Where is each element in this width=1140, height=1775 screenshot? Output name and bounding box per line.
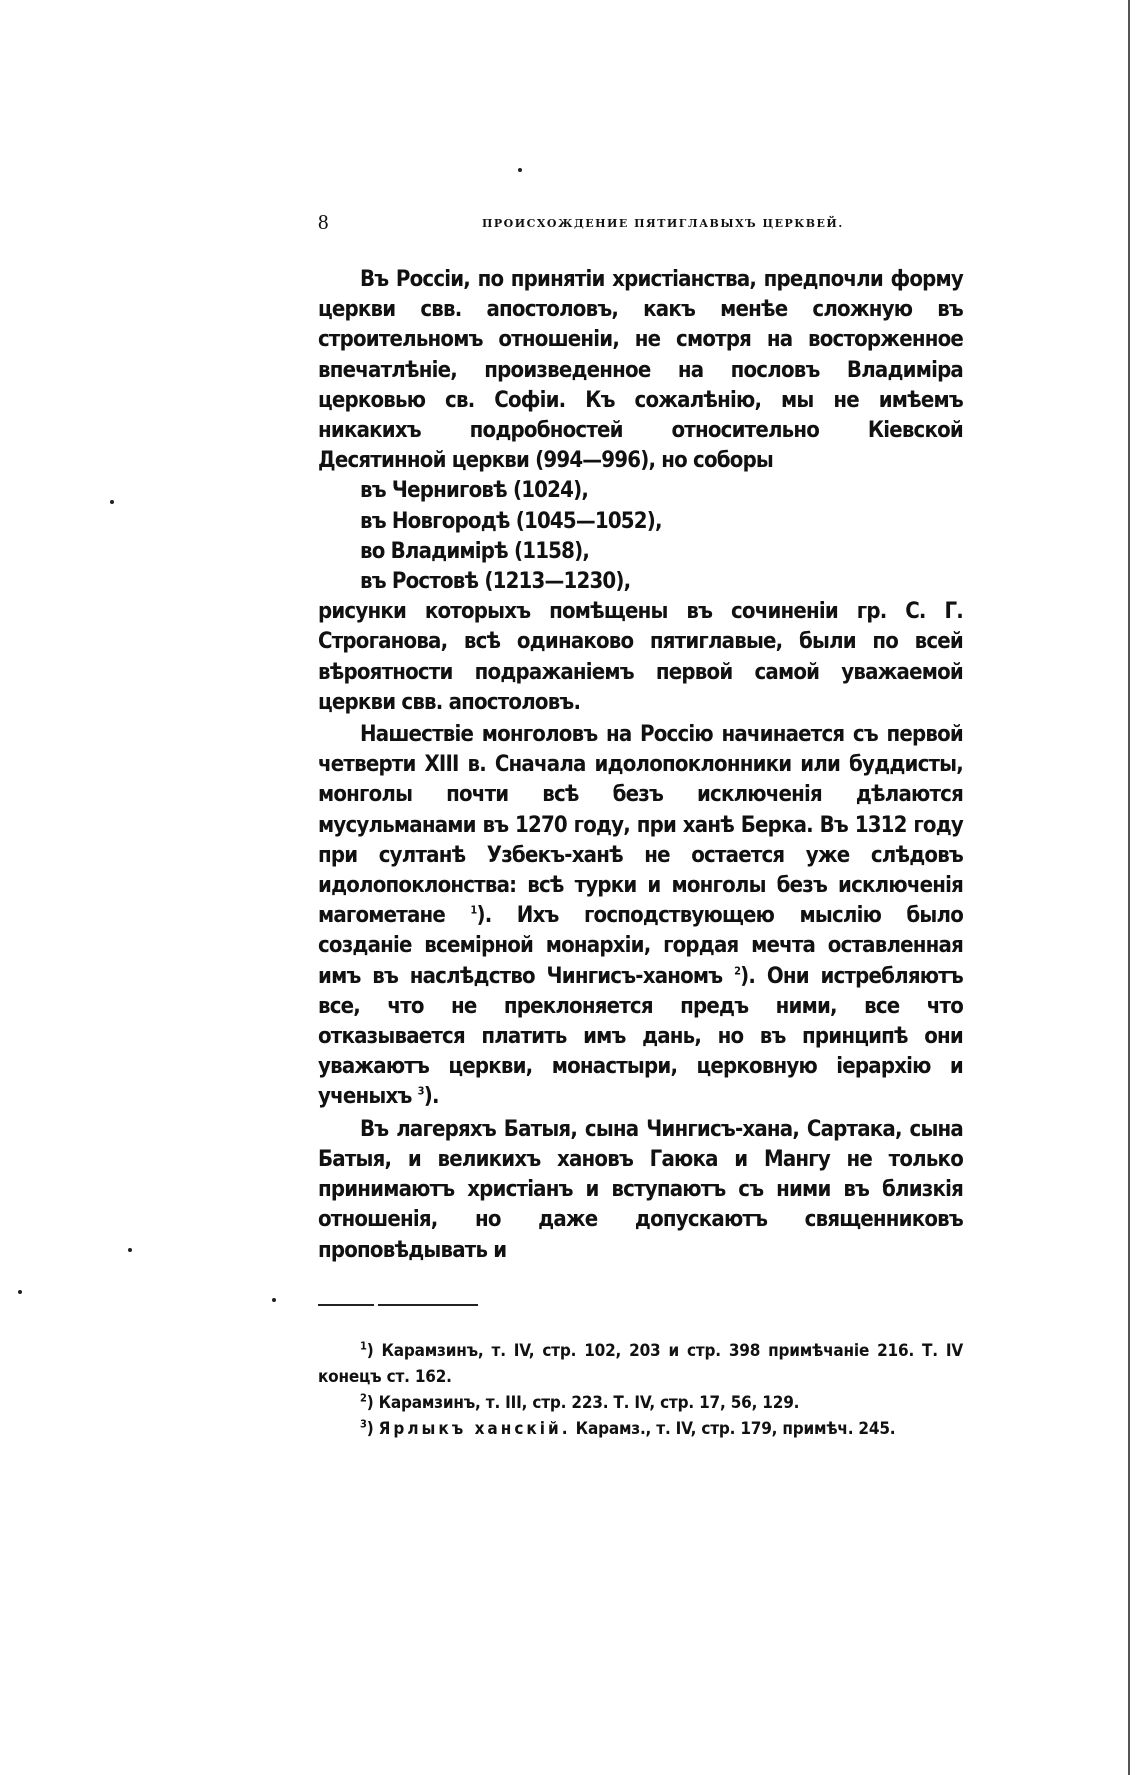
scan-speck bbox=[272, 1298, 276, 1302]
cathedral-rostov: въ Ростовѣ (1213—1230), bbox=[360, 569, 631, 595]
footnote-ref-1: 1 bbox=[470, 903, 477, 917]
book-page bbox=[318, 210, 963, 1442]
paragraph-mongols bbox=[318, 720, 963, 1113]
footnote-3-spaced-title: Ярлыкъ ханскій. bbox=[378, 1418, 571, 1439]
running-title: ПРОИСХОЖДЕНИЕ ПЯТИГЛАВЫХЪ ЦЕРКВЕЙ. bbox=[482, 217, 844, 230]
scan-speck bbox=[110, 500, 114, 504]
paragraph-batu-camps bbox=[318, 1115, 963, 1266]
paragraph-batu-camps-text: Въ лагеряхъ Батыя, сына Чингисъ-хана, Сартака, сына Батыя, и великихъ хановъ Гаюка и Мангу не только принимаютъ христіанъ и вступаютъ съ ними въ близкія отношенія, но даже допускаютъ священниковъ проповѣдывать и bbox=[318, 1116, 963, 1263]
footnote-2 bbox=[318, 1390, 963, 1416]
footnote-1-mark: 1 bbox=[360, 1339, 367, 1353]
footnote-3-mark: 3 bbox=[360, 1417, 367, 1431]
footnote-ref-2: 2 bbox=[734, 964, 741, 978]
footnote-ref-3: 3 bbox=[417, 1085, 424, 1099]
body-text bbox=[318, 265, 963, 1266]
footnote-3: $^3$) Ярлыкъ ханскій. Карамз., т. IV, стр. 179, примѣч. 245. bbox=[360, 1417, 896, 1439]
cathedral-chernigov: въ Черниговѣ (1024), bbox=[360, 478, 589, 504]
cathedral-list bbox=[318, 476, 963, 597]
footnote-divider bbox=[318, 1304, 478, 1306]
footnote-3-text: Карамз., т. IV, стр. 179, примѣч. 245. bbox=[570, 1418, 896, 1439]
scan-speck bbox=[128, 1248, 132, 1252]
cathedral-novgorod: въ Новгородѣ (1045—1052), bbox=[360, 508, 662, 534]
footnote-1 bbox=[318, 1338, 963, 1390]
paragraph-mongols-text-b: ). Ихъ господствующею мыслію было созданіе всемірной монархіи, гордая мечта оставленная имъ въ наслѣдство Чингисъ-ханомъ bbox=[318, 903, 963, 989]
paragraph-intro-text: Въ Россіи, по принятіи христіанства, предпочли форму церкви свв. апостоловъ, какъ менѣе сложную въ строительномъ отношеніи, не смотря на восторженное впечатлѣніе, произведенное на пословъ Владиміра церковью св. Софіи. Къ сожалѣнію, мы не имѣемъ никакихъ подробностей относительно Кіевской Десятинной церкви (994—996), но соборы bbox=[318, 267, 963, 474]
page-header bbox=[318, 210, 963, 240]
paragraph-intro-end bbox=[318, 597, 963, 718]
scan-speck bbox=[518, 168, 522, 172]
footnote-2-text: ) Карамзинъ, т. III, стр. 223. Т. IV, стр. 17, 56, 129. bbox=[366, 1392, 800, 1413]
paragraph-mongols-text-c: ). Они истребляютъ все, что не преклоняется предъ ними, все что отказывается платить имъ дань, но въ принципѣ они уважаютъ церкви, монастыри, церковную іерархію и ученыхъ bbox=[318, 963, 963, 1110]
footnote-2-mark: 2 bbox=[360, 1391, 367, 1405]
cathedral-vladimir: во Владимірѣ (1158), bbox=[360, 538, 590, 564]
paragraph-intro bbox=[318, 265, 963, 476]
paragraph-mongols-text-a: Нашествіе монголовъ на Россію начинается съ первой четверти XIII в. Сначала идолопоклонники или буддисты, монголы почти всѣ безъ исключенія дѣлаются мусульманами въ 1270 году, при ханѣ Берка. Въ 1312 году при султанѣ Узбекъ-ханѣ не остается уже слѣдовъ идолопоклонства: всѣ турки и монголы безъ исключенія магометане bbox=[318, 722, 963, 929]
footnotes bbox=[318, 1338, 963, 1442]
footnote-1-text: ) Карамзинъ, т. IV, стр. 102, 203 и стр. 398 примѣчаніе 216. Т. IV конецъ ст. 162. bbox=[318, 1340, 963, 1387]
page-number: 8 bbox=[318, 210, 329, 234]
scan-speck bbox=[18, 1290, 22, 1294]
paragraph-mongols-text-d: ). bbox=[423, 1084, 439, 1110]
paragraph-intro-end-text: рисунки которыхъ помѣщены въ сочиненіи гр. С. Г. Строганова, всѣ одинаково пятиглавые, были по всей вѣроятности подражаніемъ первой самой уважаемой церкви свв. апостоловъ. bbox=[318, 599, 963, 715]
scan-edge-line bbox=[1128, 0, 1130, 1775]
